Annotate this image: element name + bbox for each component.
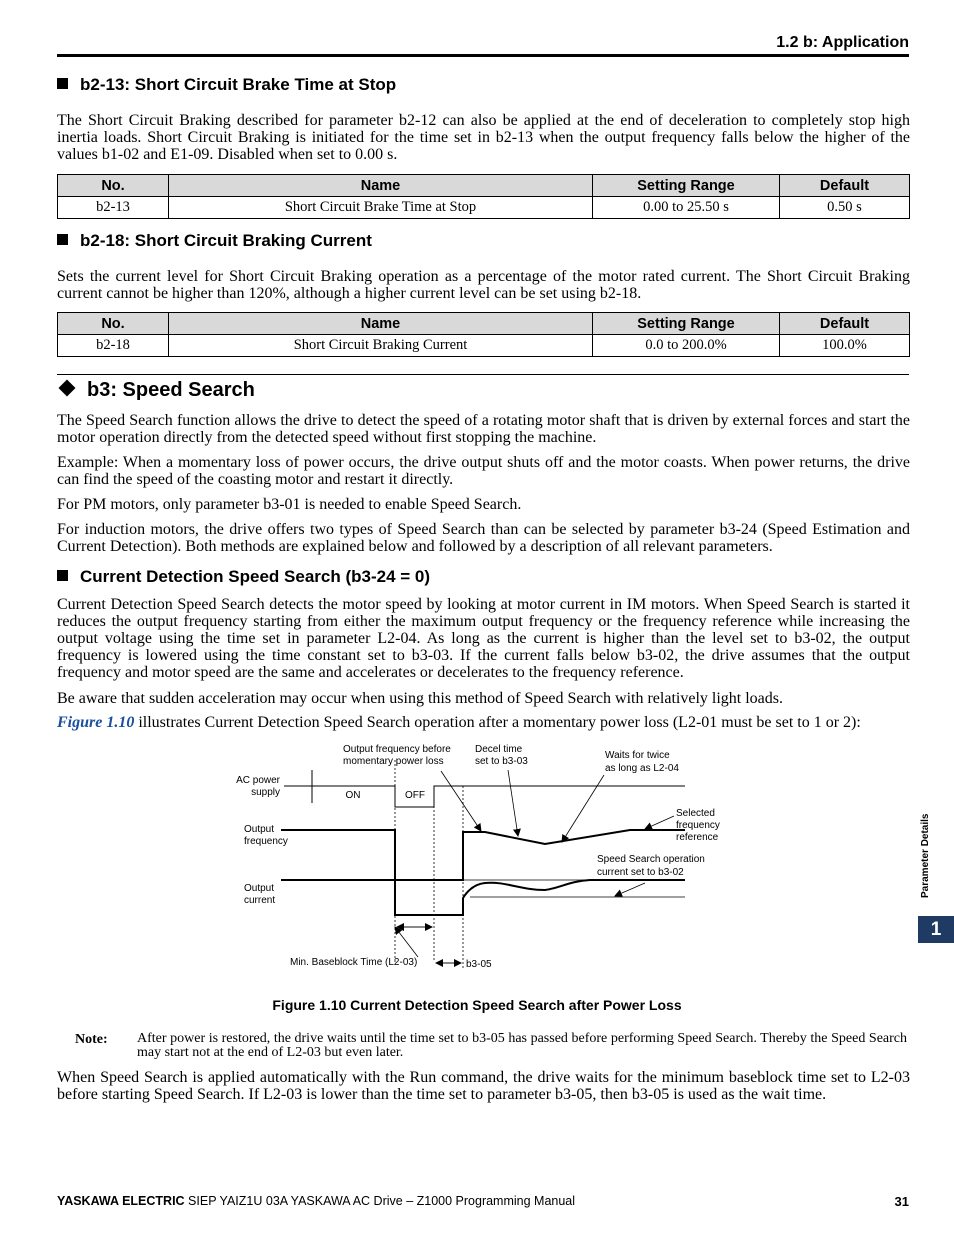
col-no: No.	[58, 175, 169, 197]
label-sel-2: frequency	[676, 820, 720, 831]
cell-range: 0.00 to 25.50 s	[593, 197, 780, 219]
footer-brand: YASKAWA ELECTRIC	[57, 1194, 185, 1208]
square-bullet-icon	[57, 78, 68, 89]
heading-b2-18	[57, 231, 372, 251]
speed-search-timing-figure	[0, 735, 954, 980]
col-range: Setting Range	[593, 313, 780, 335]
label-off: OFF	[405, 790, 425, 801]
table-b2-18	[57, 312, 910, 357]
label-ac-2: supply	[251, 787, 280, 798]
footer-doc: SIEP YAIZ1U 03A YASKAWA AC Drive – Z1000 Programming Manual	[184, 1194, 576, 1208]
paragraph-b2-18: Sets the current level for Short Circuit Braking operation as a percentage of the motor rated current. The Short Circuit Braking current cannot be higher than 120%, although a higher current level can be set using b2-18.	[57, 268, 910, 302]
heading-b2-18-text: b2-18: Short Circuit Braking Current	[80, 231, 372, 250]
label-waits-1: Waits for twice	[605, 750, 670, 761]
label-decel-2: set to b3-03	[475, 756, 528, 767]
label-decel-1: Decel time	[475, 744, 523, 755]
callout-selected	[645, 816, 674, 829]
label-ss-2: current set to b3-02	[597, 867, 684, 878]
heading-b3	[57, 379, 255, 402]
label-min-baseblock: Min. Baseblock Time (L2-03)	[290, 957, 418, 968]
label-ac-1: AC power	[236, 775, 280, 786]
heading-b2-13	[57, 75, 396, 95]
paragraph-cd-3-text: illustrates Current Detection Speed Search operation after a momentary power loss (L2-01 must be set to 1 or 2):	[134, 714, 861, 731]
label-waits-2: as long as L2-04	[605, 763, 679, 774]
col-name: Name	[169, 175, 593, 197]
paragraph-cd-1: Current Detection Speed Search detects the motor speed by looking at motor current in IM motors. When Speed Search is started it reduces the output frequency starting from either the maximum output frequency or the frequency reference while increasing the output voltage using the time set in parameter L2-04. As long as the current is higher than the level set to b3-02, the output frequency is lowered using the time constant set to b3-03. If the current falls below b3-02, the drive assumes that the output frequency and motor speed are the same and accelerates or decelerates to the frequency reference.	[57, 596, 910, 681]
paragraph-b3-2: Example: When a momentary loss of power occurs, the drive output shuts off and the motor coasts. When power returns, the drive can find the speed of the coasting motor and restart it directly.	[57, 454, 910, 488]
cell-default: 0.50 s	[780, 197, 910, 219]
paragraph-final: When Speed Search is applied automatically with the Run command, the drive waits for the minimum baseblock time set to L2-03 before starting Speed Search. If L2-03 is lower than the time set to parameter b3-05, then b3-05 is used as the wait time.	[57, 1069, 910, 1103]
running-header: 1.2 b: Application	[776, 34, 909, 51]
col-range: Setting Range	[593, 175, 780, 197]
label-curr-2: current	[244, 895, 276, 906]
callout-min-baseblock	[395, 927, 418, 957]
cell-name: Short Circuit Braking Current	[169, 335, 593, 357]
note-label: Note:	[75, 1032, 108, 1047]
ac-supply-trace	[284, 786, 685, 807]
output-current-trace	[281, 880, 685, 915]
diamond-bullet-icon	[59, 380, 76, 397]
paragraph-b3-3: For PM motors, only parameter b3-01 is needed to enable Speed Search.	[57, 496, 522, 513]
label-before-2: momentary power loss	[343, 756, 444, 767]
table-row	[58, 197, 910, 219]
callout-decel	[508, 770, 518, 836]
callout-waits	[562, 775, 604, 842]
label-freq-2: frequency	[244, 836, 288, 847]
heading-b3-text: b3: Speed Search	[87, 379, 255, 401]
cell-no: b2-13	[58, 197, 169, 219]
footer-left	[57, 1194, 575, 1208]
heading-current-detection	[57, 567, 430, 587]
col-default: Default	[780, 175, 910, 197]
paragraph-cd-3	[57, 714, 910, 731]
table-b2-13	[57, 174, 910, 219]
chapter-tab[interactable]: 1	[918, 916, 954, 943]
label-freq-1: Output	[244, 824, 275, 835]
header-rule	[57, 54, 909, 57]
cell-range: 0.0 to 200.0%	[593, 335, 780, 357]
paragraph-b2-13: The Short Circuit Braking described for parameter b2-12 can also be applied at the end of deceleration to completely stop high inertia loads. Short Circuit Braking is initiated for the time set in b2-13 when the output frequency falls below the higher of the values b1-02 and E1-09. Disabled when set to 0.00 s.	[57, 112, 910, 163]
label-b3-05: b3-05	[466, 959, 492, 970]
heading-current-detection-text: Current Detection Speed Search (b3-24 = 0)	[80, 567, 431, 586]
page-number: 31	[894, 1194, 909, 1209]
label-sel-3: reference	[676, 832, 719, 843]
col-default: Default	[780, 313, 910, 335]
heading-b2-13-text: b2-13: Short Circuit Brake Time at Stop	[80, 75, 397, 94]
paragraph-b3-4: For induction motors, the drive offers two types of Speed Search than can be selected by parameter b3-24 (Speed Estimation and Current Detection). Both methods are explained below and followed by a description of all relevant parameters.	[57, 521, 910, 555]
label-curr-1: Output	[244, 883, 275, 894]
figure-link[interactable]: Figure 1.10	[57, 714, 135, 731]
label-ss-1: Speed Search operation	[597, 854, 705, 865]
table-row	[58, 335, 910, 357]
note-text: After power is restored, the drive waits until the time set to b3-05 has passed before performing Speed Search. Thereby the Speed Search may start not at the end of L2-03 but even later.	[137, 1031, 907, 1060]
label-sel-1: Selected	[676, 808, 715, 819]
callout-before	[441, 771, 481, 831]
col-name: Name	[169, 313, 593, 335]
cell-name: Short Circuit Brake Time at Stop	[169, 197, 593, 219]
paragraph-cd-2: Be aware that sudden acceleration may occur when using this method of Speed Search with relatively light loads.	[57, 690, 783, 707]
cell-no: b2-18	[58, 335, 169, 357]
label-before-1: Output frequency before	[343, 744, 451, 755]
square-bullet-icon	[57, 570, 68, 581]
section-rule	[57, 374, 909, 375]
label-on: ON	[345, 790, 361, 801]
figure-caption: Figure 1.10 Current Detection Speed Search after Power Loss	[272, 997, 682, 1013]
col-no: No.	[58, 313, 169, 335]
cell-default: 100.0%	[780, 335, 910, 357]
callout-ss-current	[615, 883, 645, 896]
paragraph-b3-1: The Speed Search function allows the drive to detect the speed of a rotating motor shaft that is driven by external forces and start the motor operation directly from the detected speed without first stopping the machine.	[57, 412, 910, 446]
side-tab-label: Parameter Details	[920, 813, 931, 898]
square-bullet-icon	[57, 234, 68, 245]
